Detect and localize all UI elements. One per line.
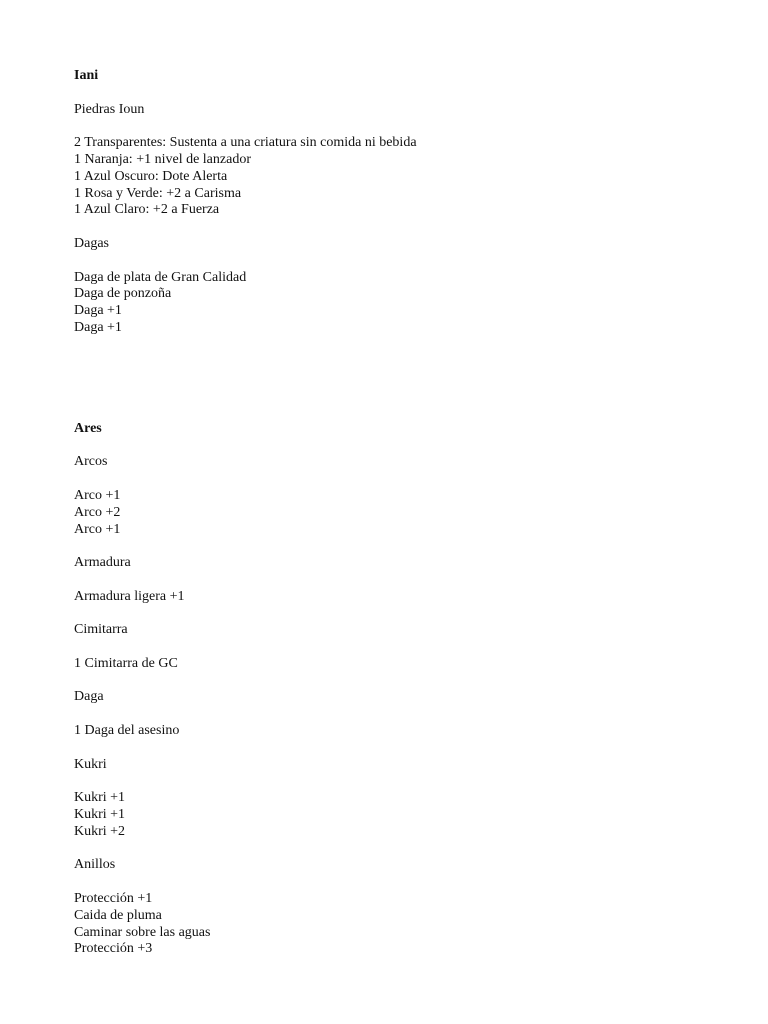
- group-title-daga: Daga: [74, 689, 104, 705]
- list-item: 1 Azul Claro: +2 a Fuerza: [74, 202, 220, 218]
- list-item: Daga de plata de Gran Calidad: [74, 269, 247, 285]
- list-item: 1 Cimitarra de GC: [74, 655, 178, 671]
- group-title-anillos: Anillos: [74, 857, 116, 873]
- list-item: Kukri +2: [74, 823, 126, 839]
- list-item: Daga de ponzoña: [74, 286, 172, 302]
- list-item: 1 Rosa y Verde: +2 a Carisma: [74, 185, 242, 201]
- group-title-kukri: Kukri: [74, 756, 107, 772]
- list-item: 1 Naranja: +1 nivel de lanzador: [74, 151, 251, 167]
- section-heading-iani: Iani: [74, 68, 99, 83]
- list-item: Arco +1: [74, 521, 121, 537]
- group-title-dagas: Dagas: [74, 235, 109, 251]
- list-item: Daga +1: [74, 319, 122, 335]
- list-item: Armadura ligera +1: [74, 588, 185, 604]
- list-item: Daga +1: [74, 303, 122, 319]
- list-item: Arco +1: [74, 487, 121, 503]
- list-item: 1 Azul Oscuro: Dote Alerta: [74, 168, 228, 184]
- list-item: Kukri +1: [74, 790, 126, 806]
- section-heading-ares: Ares: [74, 420, 102, 436]
- document-page: [74, 68, 714, 958]
- group-title-armadura: Armadura: [74, 555, 131, 571]
- list-item: Protección +1: [74, 891, 153, 907]
- group-title-arcos: Arcos: [74, 454, 108, 470]
- list-item: Arco +2: [74, 504, 121, 520]
- group-title-cimitarra: Cimitarra: [74, 622, 128, 638]
- list-item: Caminar sobre las aguas: [74, 924, 211, 940]
- list-item: 2 Transparentes: Sustenta a una criatura sin comida ni bebida: [74, 135, 417, 151]
- list-item: Kukri +1: [74, 807, 126, 823]
- list-item: 1 Daga del asesino: [74, 723, 180, 739]
- list-item: Protección +3: [74, 941, 153, 957]
- group-title-piedras-ioun: Piedras Ioun: [74, 101, 145, 117]
- list-item: Caida de pluma: [74, 907, 162, 923]
